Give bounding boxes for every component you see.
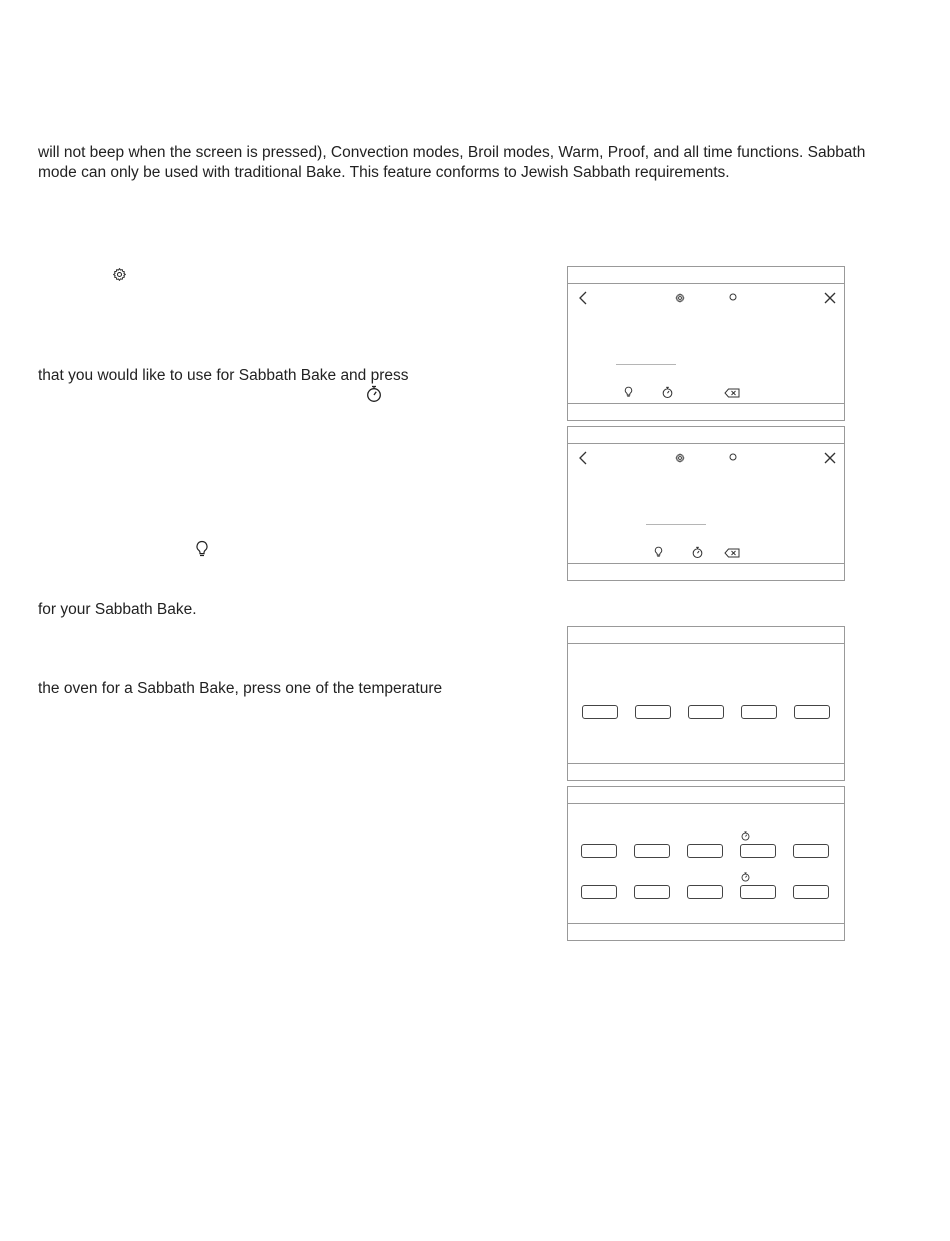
screen-footer-divider (568, 763, 844, 764)
back-chevron-icon[interactable] (578, 451, 588, 465)
screen-footer-divider (568, 923, 844, 924)
screen-header-divider (568, 643, 844, 644)
temperature-button[interactable] (793, 844, 829, 858)
screen-header-divider (568, 803, 844, 804)
oven-screen-3 (567, 626, 845, 781)
intro-line-1: will not beep when the screen is pressed), Convection modes, Broil modes, Warm, Proof, and all time functions. Sabbath (38, 144, 866, 161)
temperature-entry-line[interactable] (616, 364, 676, 365)
temperature-button[interactable] (581, 885, 617, 899)
temperature-button[interactable] (581, 844, 617, 858)
screen-footer-divider (568, 563, 844, 564)
temperature-button[interactable] (687, 844, 723, 858)
timer-icon (741, 872, 750, 882)
circle-icon[interactable] (729, 293, 737, 301)
temperature-button[interactable] (634, 885, 670, 899)
lightbulb-icon[interactable] (654, 546, 663, 558)
circle-icon[interactable] (729, 453, 737, 461)
backspace-icon[interactable] (724, 388, 740, 398)
lightbulb-icon[interactable] (624, 386, 633, 398)
step-text-the-oven: the oven for a Sabbath Bake, press one of the temperature (38, 680, 443, 697)
intro-line-2: mode can only be used with traditional Bake. This feature conforms to Jewish Sabbath requirements. (38, 164, 730, 181)
timer-icon (366, 385, 382, 403)
temperature-button[interactable] (688, 705, 724, 719)
timer-icon[interactable] (662, 386, 673, 399)
oven-screen-1 (567, 266, 845, 421)
temperature-button[interactable] (687, 885, 723, 899)
step-text-for-your-sabbath-bake: for your Sabbath Bake. (38, 601, 197, 618)
temperature-button[interactable] (740, 885, 776, 899)
backspace-icon[interactable] (724, 548, 740, 558)
temperature-button[interactable] (582, 705, 618, 719)
screen-header-divider (568, 443, 844, 444)
screen-header-divider (568, 283, 844, 284)
back-chevron-icon[interactable] (578, 291, 588, 305)
timer-icon (741, 831, 750, 841)
temperature-button[interactable] (635, 705, 671, 719)
gear-icon (112, 267, 127, 282)
step-text-sabbath-bake-press: that you would like to use for Sabbath Bake and press (38, 367, 409, 384)
temperature-button[interactable] (793, 885, 829, 899)
temperature-button[interactable] (634, 844, 670, 858)
lightbulb-icon (195, 540, 209, 558)
close-x-icon[interactable] (824, 452, 836, 464)
oven-screen-4 (567, 786, 845, 941)
time-entry-line[interactable] (646, 524, 706, 525)
temperature-button[interactable] (794, 705, 830, 719)
gear-icon[interactable] (675, 453, 685, 463)
screen-footer-divider (568, 403, 844, 404)
oven-screen-2 (567, 426, 845, 581)
gear-icon[interactable] (675, 293, 685, 303)
timer-icon[interactable] (692, 546, 703, 559)
temperature-button[interactable] (740, 844, 776, 858)
close-x-icon[interactable] (824, 292, 836, 304)
temperature-button[interactable] (741, 705, 777, 719)
